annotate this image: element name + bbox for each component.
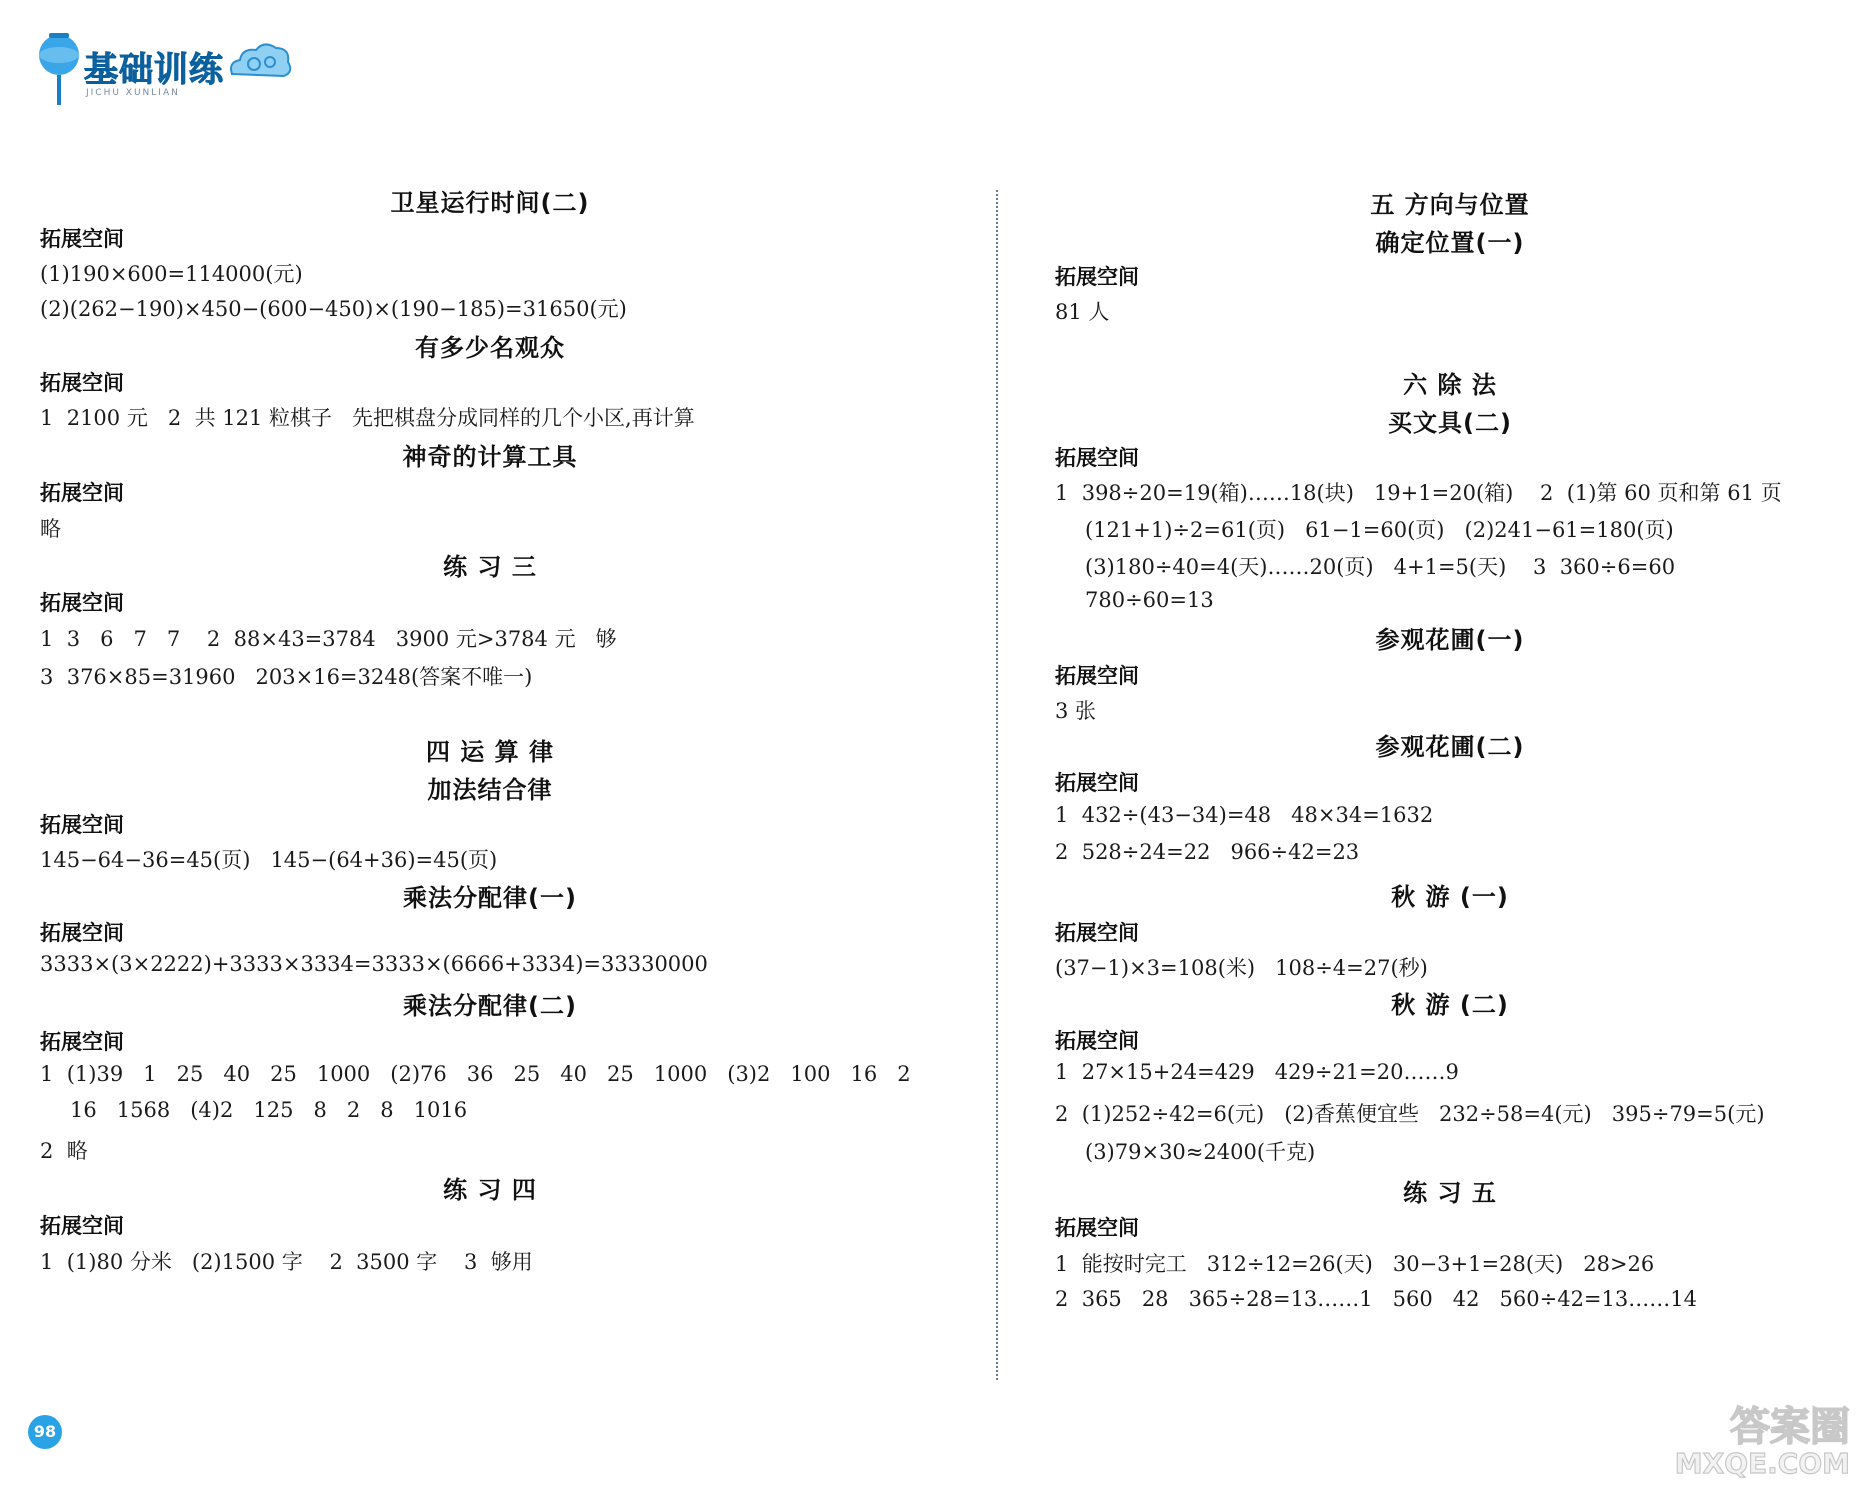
section-label: 拓展空间 <box>40 591 124 615</box>
watermark <box>1670 1395 1850 1485</box>
section-label: 拓展空间 <box>40 813 124 837</box>
answer-line: 3333×(3×2222)+3333×3334=3333×(6666+3334)=33330000 <box>40 952 708 976</box>
answer-line: 2 365 28 365÷28=13……1 560 42 560÷42=13……14 <box>1055 1287 1697 1311</box>
answer-line: 1 27×15+24=429 429÷21=20……9 <box>1055 1060 1459 1084</box>
chapter-title: 六 除 法 <box>1403 371 1497 399</box>
answer-line: 3 张 <box>1055 699 1097 723</box>
section-label: 拓展空间 <box>1055 771 1139 795</box>
answer-line: 1 能按时完工 312÷12=26(天) 30−3+1=28(天) 28>26 <box>1055 1252 1655 1276</box>
answer-line: (1)190×600=114000(元) <box>40 262 303 286</box>
chapter-title: 四 运 算 律 <box>425 738 555 766</box>
answer-line: (2)(262−190)×450−(600−450)×(190−185)=31650(元) <box>40 297 627 321</box>
logo <box>34 30 274 110</box>
answer-line: (121+1)÷2=61(页) 61−1=60(页) (2)241−61=180(页) <box>1085 518 1674 542</box>
section-label: 拓展空间 <box>40 227 124 251</box>
section-label: 拓展空间 <box>1055 265 1139 289</box>
answer-line: 3 376×85=31960 203×16=3248(答案不唯一) <box>40 665 533 689</box>
lantern-icon <box>34 30 84 110</box>
cloud-icon <box>224 40 294 90</box>
answer-line: 1 398÷20=19(箱)……18(块) 19+1=20(箱) 2 (1)第 60 页和第 61 页 <box>1055 481 1782 505</box>
section-label: 拓展空间 <box>40 1030 124 1054</box>
section-label: 拓展空间 <box>1055 921 1139 945</box>
section-title: 买文具(二) <box>1388 409 1512 437</box>
answer-line: 1 432÷(43−34)=48 48×34=1632 <box>1055 803 1434 827</box>
section-label: 拓展空间 <box>1055 664 1139 688</box>
answer-line: (3)180÷40=4(天)……20(页) 4+1=5(天) 3 360÷6=60 <box>1085 555 1676 579</box>
answer-line: 2 528÷24=22 966÷42=23 <box>1055 840 1360 864</box>
answer-line: 1 2100 元 2 共 121 粒棋子 先把棋盘分成同样的几个小区,再计算 <box>40 406 695 430</box>
section-title: 卫星运行时间(二) <box>390 189 590 217</box>
answer-line: 1 (1)80 分米 (2)1500 字 2 3500 字 3 够用 <box>40 1250 533 1274</box>
section-title: 练 习 五 <box>1403 1179 1497 1207</box>
answer-line: 1 3 6 7 7 2 88×43=3784 3900 元>3784 元 够 <box>40 627 617 651</box>
section-title: 确定位置(一) <box>1375 229 1525 257</box>
column-divider <box>996 190 998 1380</box>
answer-line: 略 <box>40 517 61 541</box>
answer-line: 145−64−36=45(页) 145−(64+36)=45(页) <box>40 848 498 872</box>
answer-line: 16 1568 (4)2 125 8 2 8 1016 <box>70 1098 468 1122</box>
section-label: 拓展空间 <box>1055 446 1139 470</box>
logo-subtitle: JICHU XUNLIAN <box>86 88 180 98</box>
section-title: 练 习 四 <box>443 1176 537 1204</box>
answer-line: 780÷60=13 <box>1085 588 1214 612</box>
section-title: 有多少名观众 <box>415 334 565 362</box>
answer-line: (3)79×30≈2400(千克) <box>1085 1140 1316 1164</box>
section-title: 秋 游 (二) <box>1391 991 1509 1019</box>
answer-line: 2 (1)252÷42=6(元) (2)香蕉便宜些 232÷58=4(元) 395÷79=5(元) <box>1055 1102 1765 1126</box>
answer-line: 81 人 <box>1055 300 1110 324</box>
section-label: 拓展空间 <box>40 1214 124 1238</box>
section-title: 参观花圃(二) <box>1375 733 1525 761</box>
section-title: 练 习 三 <box>443 553 537 581</box>
watermark-cn: 答案圈 <box>1730 1404 1850 1450</box>
answer-line: 1 (1)39 1 25 40 25 1000 (2)76 36 25 40 25 1000 (3)2 100 16 2 <box>40 1062 911 1086</box>
answer-line: 2 略 <box>40 1139 88 1163</box>
section-title: 参观花圃(一) <box>1375 626 1525 654</box>
section-label: 拓展空间 <box>1055 1029 1139 1053</box>
section-title: 秋 游 (一) <box>1391 883 1509 911</box>
section-title: 加法结合律 <box>427 776 553 804</box>
section-label: 拓展空间 <box>40 921 124 945</box>
logo-title: 基础训练 <box>84 50 224 90</box>
answer-line: (37−1)×3=108(米) 108÷4=27(秒) <box>1055 956 1428 980</box>
section-label: 拓展空间 <box>1055 1216 1139 1240</box>
section-title: 乘法分配律(一) <box>403 884 577 912</box>
watermark-en: MXQE.COM <box>1674 1447 1850 1480</box>
section-title: 乘法分配律(二) <box>403 992 577 1020</box>
page-number-badge: 98 <box>28 1415 62 1449</box>
section-title: 神奇的计算工具 <box>402 443 578 471</box>
chapter-title: 五 方向与位置 <box>1370 191 1530 219</box>
section-label: 拓展空间 <box>40 481 124 505</box>
section-label: 拓展空间 <box>40 371 124 395</box>
